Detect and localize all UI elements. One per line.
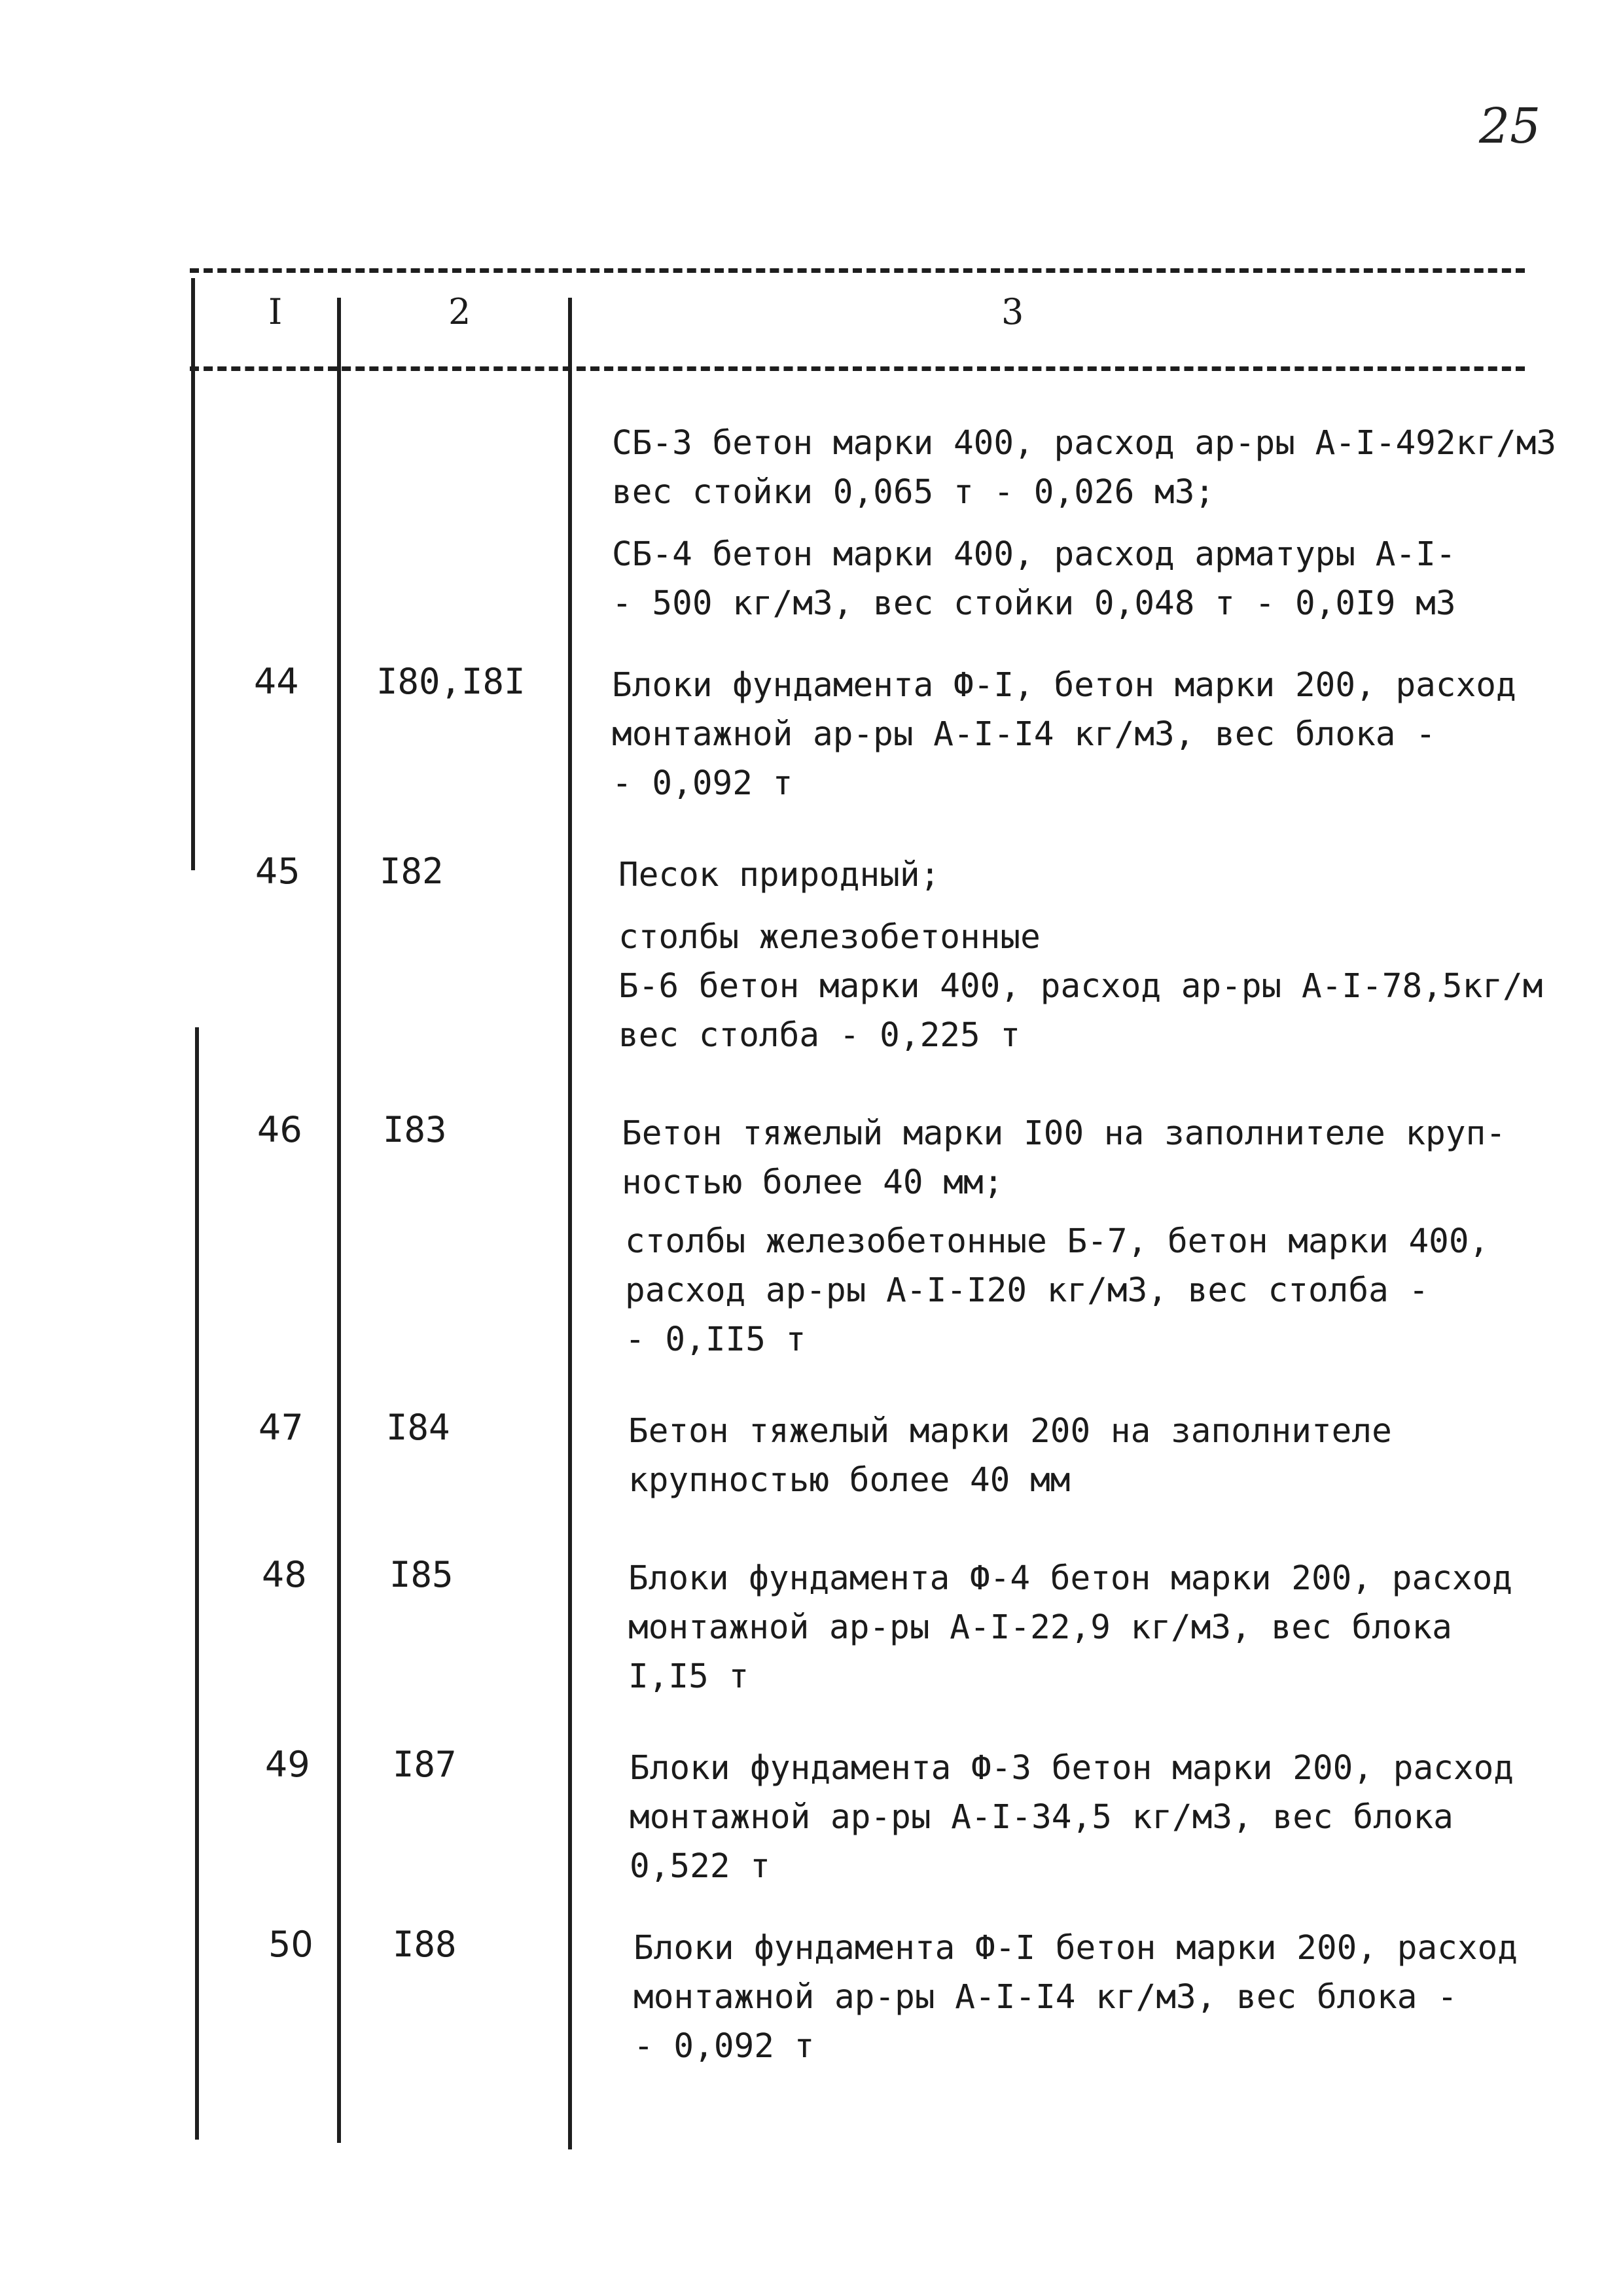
row-text-line: Блоки фундамента Ф-4 бетон марки 200, расход <box>628 1559 1513 1598</box>
continuation-line-4: - 500 кг/м3, вес стойки 0,048 т - 0,0I9 м3 <box>612 584 1456 623</box>
row-code: I88 <box>393 1924 457 1965</box>
row-code: I87 <box>393 1744 457 1785</box>
row-code: I85 <box>389 1554 454 1595</box>
row-text-line: Блоки фундамента Ф-I, бетон марки 200, расход <box>612 666 1516 705</box>
row-text-line: I,I5 т <box>628 1657 749 1696</box>
row-number: 45 <box>255 851 300 892</box>
row-text-line: крупностью более 40 мм <box>628 1461 1071 1500</box>
row-text-line: Бетон тяжелый марки 200 на заполнителе <box>628 1412 1392 1451</box>
continuation-line-2: вес стойки 0,065 т - 0,026 м3; <box>612 473 1215 512</box>
header-col-3: 3 <box>1001 291 1024 332</box>
header-separator <box>190 366 1525 371</box>
row-code: I80,I8I <box>376 661 526 702</box>
row-text-line: - 0,092 т <box>633 2027 815 2066</box>
row-text-line: - 0,II5 т <box>625 1320 806 1359</box>
row-text-line: Блоки фундамента Ф-I бетон марки 200, расход <box>633 1929 1518 1968</box>
continuation-line-3: СБ-4 бетон марки 400, расход арматуры А-I- <box>612 535 1456 574</box>
left-border-lower <box>195 1027 199 2140</box>
row-number: 46 <box>257 1109 302 1150</box>
row-text-line: вес столба - 0,225 т <box>618 1016 1021 1055</box>
header-col-2: 2 <box>448 291 471 332</box>
row-number: 44 <box>254 661 299 702</box>
row-text-line: ностью более 40 мм; <box>622 1163 1004 1202</box>
row-text-line: - 0,092 т <box>612 764 793 803</box>
row-text-line: монтажной ар-ры А-I-I4 кг/м3, вес блока - <box>612 715 1436 754</box>
row-code: I82 <box>380 851 444 892</box>
header-col-1: I <box>268 291 283 332</box>
row-number: 48 <box>262 1554 307 1595</box>
row-text-line: Б-6 бетон марки 400, расход ар-ры А-I-78,5кг/м <box>618 967 1543 1006</box>
row-text-line: Бетон тяжелый марки I00 на заполнителе круп- <box>622 1114 1507 1153</box>
row-code: I83 <box>383 1109 447 1150</box>
row-number: 49 <box>265 1744 310 1785</box>
row-number: 47 <box>259 1407 304 1448</box>
row-text-line: монтажной ар-ры А-I-I4 кг/м3, вес блока - <box>633 1978 1457 2017</box>
left-border-upper <box>191 278 195 870</box>
row-text-line: Песок природный; <box>618 856 940 894</box>
row-text-line: монтажной ар-ры А-I-22,9 кг/м3, вес блока <box>628 1608 1452 1647</box>
row-code: I84 <box>386 1407 450 1448</box>
column-divider-2 <box>568 298 572 2149</box>
table-top-border <box>190 268 1525 273</box>
continuation-line-1: СБ-3 бетон марки 400, расход ар-ры А-I-492кг/м3 <box>612 424 1557 463</box>
row-text-line: монтажной ар-ры А-I-34,5 кг/м3, вес блока <box>630 1798 1454 1837</box>
column-divider-1 <box>337 298 341 2143</box>
row-text-line: Блоки фундамента Ф-3 бетон марки 200, расход <box>630 1749 1514 1788</box>
row-number: 50 <box>268 1924 313 1965</box>
page-number: 25 <box>1479 98 1541 154</box>
row-text-line: 0,522 т <box>630 1847 770 1886</box>
row-text-line: столбы железобетонные <box>618 918 1041 957</box>
row-text-line: столбы железобетонные Б-7, бетон марки 400, <box>625 1222 1489 1261</box>
row-text-line: расход ар-ры А-I-I20 кг/м3, вес столба - <box>625 1271 1429 1310</box>
